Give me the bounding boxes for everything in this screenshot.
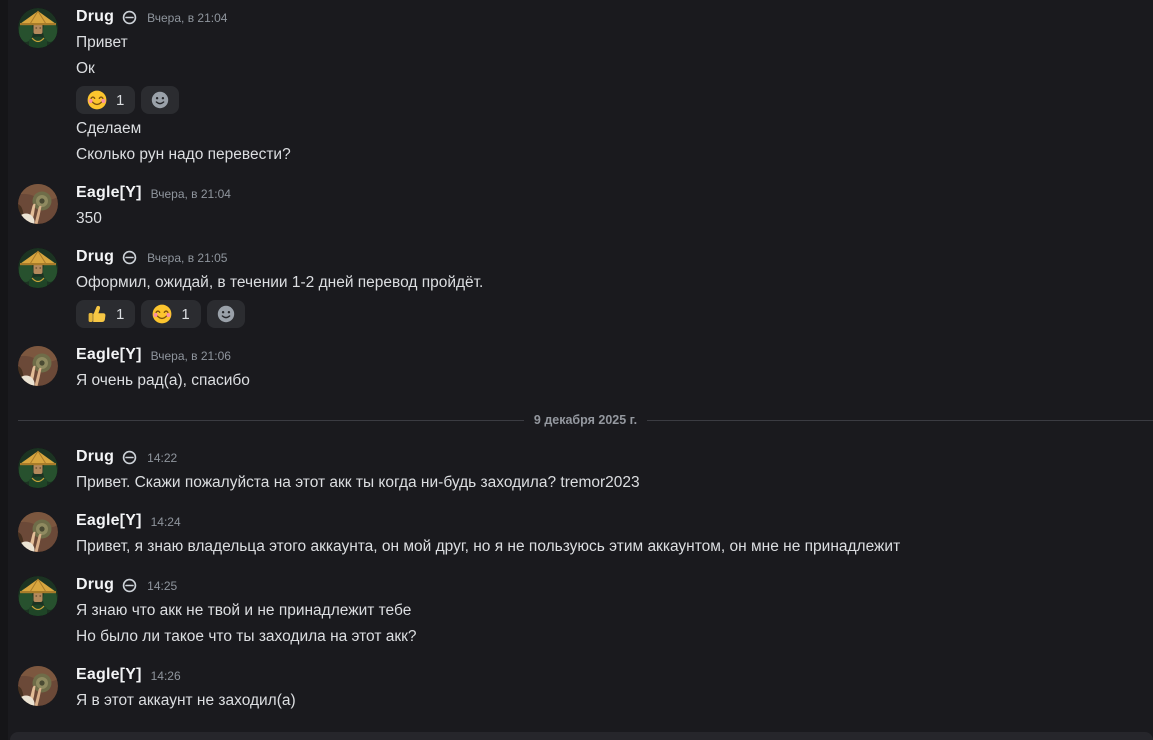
user-avatar[interactable]	[18, 576, 58, 616]
username[interactable]: Eagle[Y]	[76, 184, 142, 201]
eagle-avatar-image	[18, 666, 58, 706]
message-text: 350	[76, 210, 102, 227]
message-timestamp: 14:26	[150, 669, 181, 683]
drug-avatar-image	[18, 248, 58, 288]
message-text: Ок	[76, 60, 95, 77]
reactions-row	[76, 86, 1153, 114]
username[interactable]: Eagle[Y]	[76, 512, 142, 529]
message-text: Сколько рун надо перевести?	[76, 146, 291, 163]
chat-scroll-area[interactable]	[8, 0, 1153, 734]
message-header	[76, 510, 1153, 532]
user-avatar[interactable]	[18, 448, 58, 488]
message-header	[76, 664, 1153, 686]
message-text: Сделаем	[76, 120, 142, 137]
divider-line	[18, 420, 524, 421]
reaction-pill[interactable]	[141, 300, 200, 328]
message-header	[76, 6, 1153, 28]
user-avatar[interactable]	[18, 346, 58, 386]
message-header	[76, 574, 1153, 596]
message-text: Привет. Скажи пожалуйста на этот акк ты когда ни-будь заходила? tremor2023	[76, 474, 640, 491]
username[interactable]: Drug	[76, 576, 115, 593]
user-avatar[interactable]	[18, 184, 58, 224]
message-text: Оформил, ожидай, в течении 1-2 дней перевод пройдёт.	[76, 274, 484, 291]
message-group	[8, 182, 1153, 230]
message-timestamp: Вчера, в 21:04	[147, 11, 228, 25]
message-timestamp: 14:22	[147, 451, 178, 465]
message-timestamp: Вчера, в 21:04	[150, 187, 231, 201]
message-text: Я в этот аккаунт не заходил(а)	[76, 692, 296, 709]
username[interactable]: Eagle[Y]	[76, 346, 142, 363]
reaction-count: 1	[116, 305, 125, 323]
circle-minus-badge-icon	[121, 249, 138, 266]
message-text: Но было ли такое что ты заходила на этот акк?	[76, 628, 417, 645]
circle-minus-badge-icon	[121, 449, 138, 466]
message-text: Я очень рад(а), спасибо	[76, 372, 250, 389]
reaction-count: 1	[116, 91, 125, 109]
eagle-avatar-image	[18, 184, 58, 224]
message-group	[8, 6, 1153, 166]
message-text: Привет	[76, 34, 128, 51]
message-header	[76, 246, 1153, 268]
eagle-avatar-image	[18, 346, 58, 386]
message-timestamp: 14:24	[150, 515, 181, 529]
message-header	[76, 182, 1153, 204]
message-text: Привет, я знаю владельца этого аккаунта, он мой друг, но я не пользуюсь этим аккаунтом, он мне не принадлежит	[76, 538, 901, 555]
drug-avatar-image	[18, 576, 58, 616]
add-reaction-smiley-icon	[150, 90, 170, 110]
add-reaction-button[interactable]	[207, 300, 245, 328]
date-divider	[18, 410, 1153, 430]
reaction-count: 1	[181, 305, 190, 323]
drug-avatar-image	[18, 8, 58, 48]
message-text: Я знаю что акк не твой и не принадлежит тебе	[76, 602, 412, 619]
message-timestamp: Вчера, в 21:06	[150, 349, 231, 363]
user-avatar[interactable]	[18, 512, 58, 552]
message-group	[8, 574, 1153, 648]
blush-emoji-icon	[152, 304, 172, 324]
message-header	[76, 344, 1153, 366]
message-group	[8, 664, 1153, 712]
thumbs-up-emoji-icon	[87, 304, 107, 324]
user-avatar[interactable]	[18, 8, 58, 48]
reaction-pill[interactable]	[76, 86, 135, 114]
blush-emoji-icon	[87, 90, 107, 110]
reactions-row	[76, 300, 1153, 328]
circle-minus-badge-icon	[121, 9, 138, 26]
username[interactable]: Eagle[Y]	[76, 666, 142, 683]
drug-avatar-image	[18, 448, 58, 488]
message-group	[8, 344, 1153, 392]
circle-minus-badge-icon	[121, 577, 138, 594]
user-avatar[interactable]	[18, 666, 58, 706]
username[interactable]: Drug	[76, 8, 115, 25]
date-divider-label: 9 декабря 2025 г.	[533, 413, 638, 427]
message-group	[8, 510, 1153, 558]
username[interactable]: Drug	[76, 248, 115, 265]
add-reaction-smiley-icon	[216, 304, 236, 324]
message-header	[76, 446, 1153, 468]
window-left-edge	[0, 0, 8, 740]
eagle-avatar-image	[18, 512, 58, 552]
divider-line	[647, 420, 1153, 421]
reaction-pill[interactable]	[76, 300, 135, 328]
message-group	[8, 446, 1153, 494]
message-timestamp: Вчера, в 21:05	[147, 251, 228, 265]
add-reaction-button[interactable]	[141, 86, 179, 114]
message-input-bar[interactable]	[10, 732, 1153, 740]
message-group	[8, 246, 1153, 328]
username[interactable]: Drug	[76, 448, 115, 465]
message-timestamp: 14:25	[147, 579, 178, 593]
user-avatar[interactable]	[18, 248, 58, 288]
